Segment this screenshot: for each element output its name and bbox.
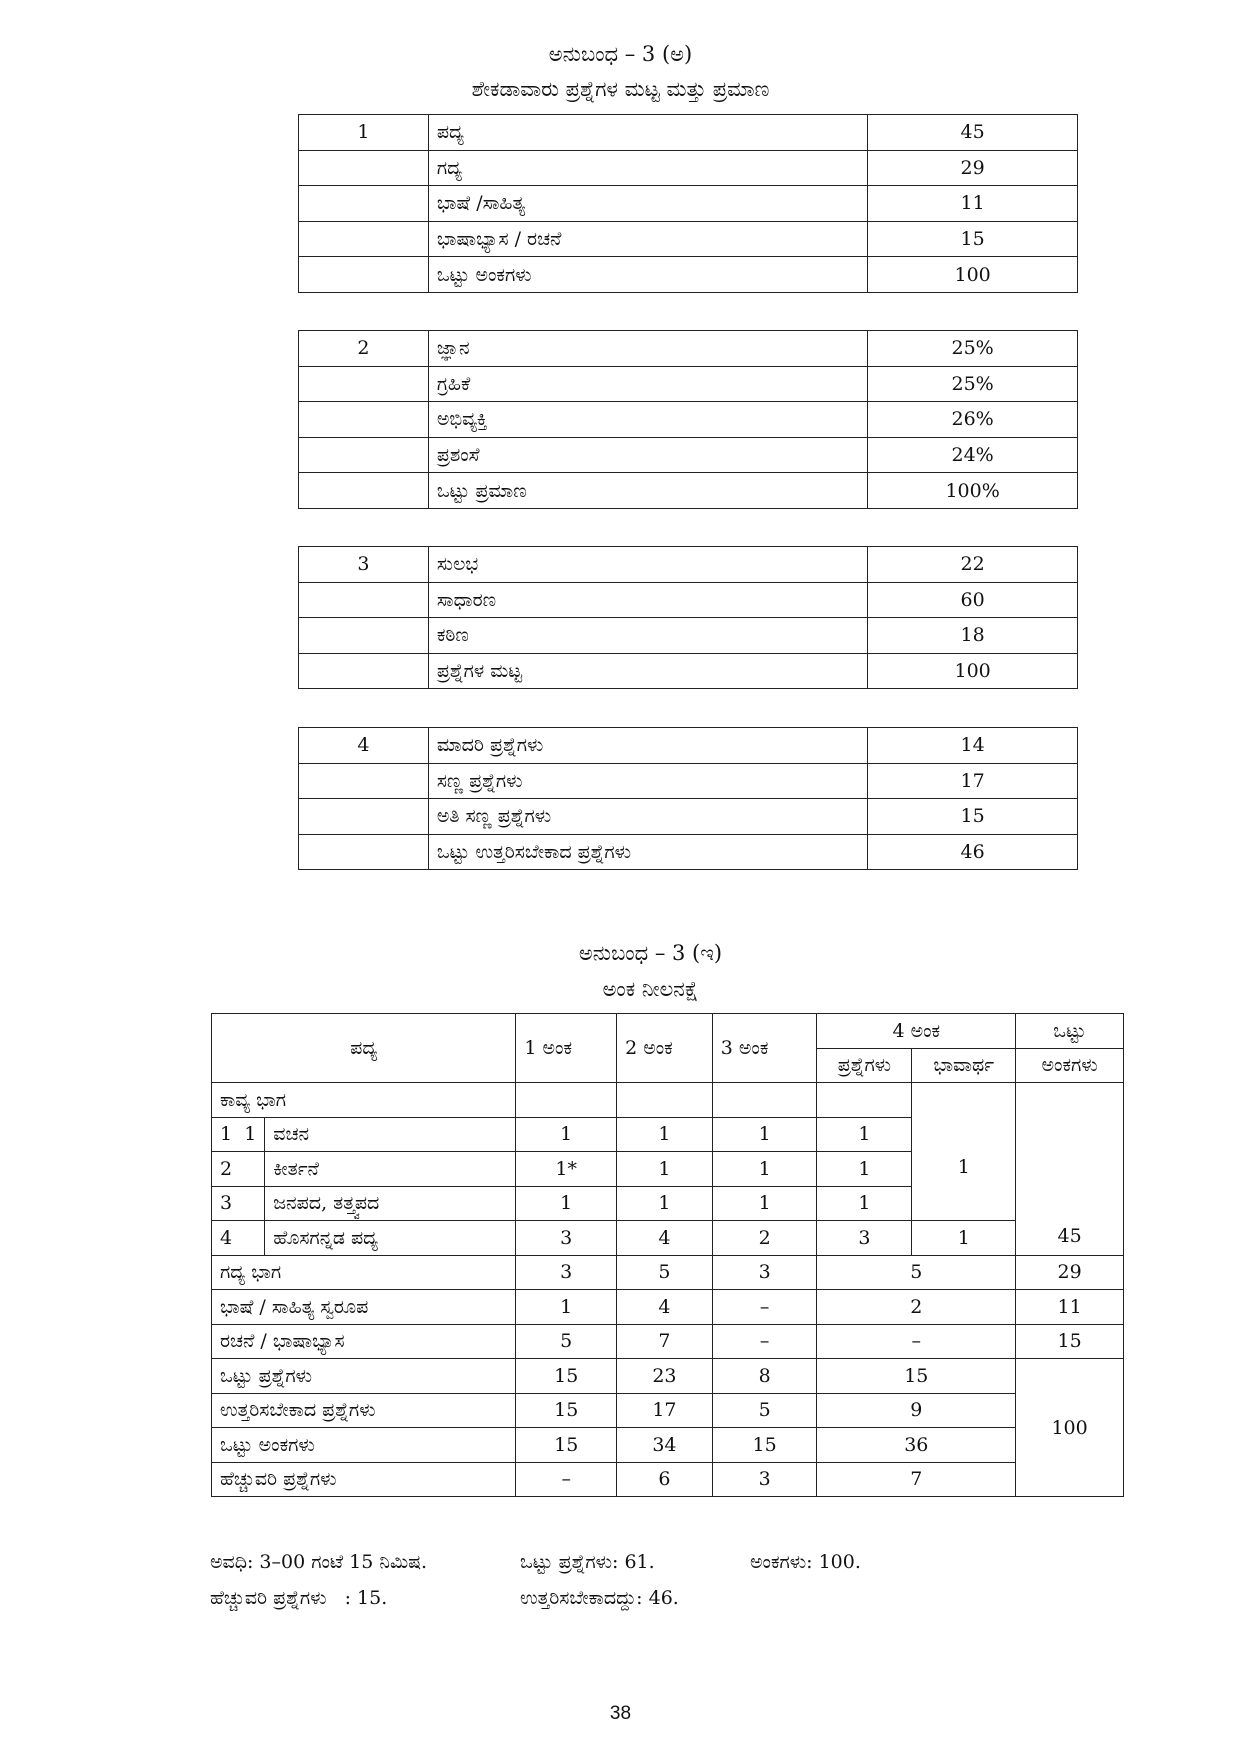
m1-value: 15 — [516, 1359, 617, 1394]
section-label: ರಚನೆ / ಭಾಷಾಭ್ಯಾಸ — [212, 1324, 516, 1359]
table-row — [212, 1324, 1124, 1359]
m1-value: 3 — [516, 1255, 617, 1290]
m2-value: 1 — [617, 1152, 713, 1187]
footer-line-2 — [210, 1587, 679, 1609]
m1-value: 1 — [516, 1290, 617, 1325]
m4-value: 5 — [817, 1255, 1016, 1290]
table-row — [299, 728, 1078, 764]
poetry-num: 3 — [212, 1186, 265, 1221]
table-row — [299, 547, 1078, 583]
summary-label: ಒಟ್ಟು ಪ್ರಶ್ನೆಗಳು — [212, 1359, 516, 1394]
row-label: ಭಾಷೆ /ಸಾಹಿತ್ಯ — [428, 186, 867, 222]
table-row — [212, 1393, 1124, 1428]
m1-value: 1* — [516, 1152, 617, 1187]
m1-value: 15 — [516, 1428, 617, 1463]
table-row — [299, 366, 1078, 402]
m3-value: 1 — [712, 1117, 817, 1152]
m3-value: – — [712, 1324, 817, 1359]
m1-value: 5 — [516, 1324, 617, 1359]
empty-cell — [299, 582, 429, 618]
empty-cell — [299, 221, 429, 257]
m4-value: 2 — [817, 1290, 1016, 1325]
empty-cell — [299, 763, 429, 799]
summary-label: ಉತ್ತರಿಸಬೇಕಾದ ಪ್ರಶ್ನೆಗಳು — [212, 1393, 516, 1428]
m3-value: 3 — [712, 1462, 817, 1497]
m4q-value: 3 — [817, 1221, 912, 1256]
empty-cell — [817, 1083, 912, 1118]
m2-value: 7 — [617, 1324, 713, 1359]
row-label: ಪ್ರಶ್ನೆಗಳ ಮಟ್ಟ — [428, 653, 867, 689]
table-row — [299, 582, 1078, 618]
row-value: 100% — [868, 473, 1078, 509]
row-value: 15 — [868, 799, 1078, 835]
table-row — [299, 618, 1078, 654]
section-label: ಭಾಷೆ / ಸಾಹಿತ್ಯ ಸ್ವರೂಪ — [212, 1290, 516, 1325]
m2-value: 5 — [617, 1255, 713, 1290]
annex-a-title: ಅನುಬಂಧ – 3 (ಅ) — [548, 42, 693, 66]
m4-value: – — [817, 1324, 1016, 1359]
row-label: ಜ್ಞಾನ — [428, 331, 867, 367]
to-answer: ಉತ್ತರಿಸಬೇಕಾದದ್ದು: 46. — [520, 1587, 679, 1609]
empty-cell — [299, 834, 429, 870]
row-label: ಅಭಿವ್ಯಕ್ತಿ — [428, 402, 867, 438]
m2-value: 4 — [617, 1221, 713, 1256]
m1-value: 1 — [516, 1117, 617, 1152]
row-value: 11 — [868, 186, 1078, 222]
m3-value: 3 — [712, 1255, 817, 1290]
row-value: 18 — [868, 618, 1078, 654]
summary-label: ಹೆಚ್ಚುವರಿ ಪ್ರಶ್ನೆಗಳು — [212, 1462, 516, 1497]
row-value: 100 — [868, 257, 1078, 293]
table-2 — [298, 330, 1078, 509]
row-value: 14 — [868, 728, 1078, 764]
table-row — [299, 186, 1078, 222]
row-label: ಒಟ್ಟು ಉತ್ತರಿಸಬೇಕಾದ ಪ್ರಶ್ನೆಗಳು — [428, 834, 867, 870]
table-row — [299, 257, 1078, 293]
row-value: 25% — [868, 331, 1078, 367]
m2-value: 34 — [617, 1428, 713, 1463]
table-row — [299, 331, 1078, 367]
row-value: 17 — [868, 763, 1078, 799]
row-label: ಸುಲಭ — [428, 547, 867, 583]
empty-cell — [712, 1083, 817, 1118]
m2-value: 6 — [617, 1462, 713, 1497]
m3-value: 8 — [712, 1359, 817, 1394]
poetry-num-cell — [212, 1117, 265, 1152]
m4q-value: 1 — [817, 1152, 912, 1187]
table-row — [212, 1083, 1124, 1118]
section-label: ಗದ್ಯ ಭಾಗ — [212, 1255, 516, 1290]
m1-value: – — [516, 1462, 617, 1497]
row-label: ಒಟ್ಟು ಅಂಕಗಳು — [428, 257, 867, 293]
duration: ಅವಧಿ: 3–00 ಗಂಟೆ 15 ನಿಮಿಷ. — [210, 1551, 428, 1573]
header-2-mark: 2 ಅಂಕ — [617, 1014, 713, 1083]
footer-line-1 — [210, 1551, 861, 1573]
poetry-label: ಜನಪದ, ತತ್ತ್ವಪದ — [265, 1186, 516, 1221]
poetry-num-extra: 1 — [244, 1123, 257, 1146]
row-label: ಸಣ್ಣ ಪ್ರಶ್ನೆಗಳು — [428, 763, 867, 799]
m2-value: 1 — [617, 1186, 713, 1221]
empty-cell — [299, 186, 429, 222]
m4q-value: 1 — [817, 1186, 912, 1221]
annex-a-subtitle: ಶೇಕಡಾವಾರು ಪ್ರಶ್ನೆಗಳ ಮಟ್ಟ ಮತ್ತು ಪ್ರಮಾಣ — [471, 77, 770, 101]
table-1 — [298, 114, 1078, 293]
table-row — [212, 1221, 1124, 1256]
empty-cell — [516, 1083, 617, 1118]
summary-total: 100 — [1016, 1359, 1124, 1497]
table-number: 4 — [299, 728, 429, 764]
empty-cell — [299, 799, 429, 835]
empty-cell — [299, 366, 429, 402]
m3-value: 2 — [712, 1221, 817, 1256]
header-3-mark: 3 ಅಂಕ — [712, 1014, 817, 1083]
annex-i-title: ಅನುಬಂಧ – 3 (ಇ) — [578, 941, 723, 965]
row-value: 24% — [868, 437, 1078, 473]
table-row — [299, 473, 1078, 509]
row-label: ಸಾಧಾರಣ — [428, 582, 867, 618]
row-label: ಕಠಿಣ — [428, 618, 867, 654]
poetry-label: ಕೀರ್ತನೆ — [265, 1152, 516, 1187]
row-label: ಮಾದರಿ ಪ್ರಶ್ನೆಗಳು — [428, 728, 867, 764]
row-value: 100 — [868, 653, 1078, 689]
row-label: ಪ್ರಶಂಸೆ — [428, 437, 867, 473]
m2-value: 17 — [617, 1393, 713, 1428]
table-row — [212, 1290, 1124, 1325]
poetry-total: 45 — [1016, 1083, 1124, 1256]
m3-value: 1 — [712, 1152, 817, 1187]
header-4-mark: 4 ಅಂಕ — [817, 1014, 1016, 1049]
m1-value: 1 — [516, 1186, 617, 1221]
m4-value: 36 — [817, 1428, 1016, 1463]
row-value: 25% — [868, 366, 1078, 402]
page-number: 38 — [609, 1703, 632, 1724]
m4-value: 15 — [817, 1359, 1016, 1394]
m3-value: 15 — [712, 1428, 817, 1463]
header-4-bhavartha: ಭಾವಾರ್ಥ — [912, 1048, 1016, 1083]
empty-cell — [299, 618, 429, 654]
row-label: ಒಟ್ಟು ಪ್ರಮಾಣ — [428, 473, 867, 509]
m4-value: 9 — [817, 1393, 1016, 1428]
row-value: 22 — [868, 547, 1078, 583]
table-row — [212, 1428, 1124, 1463]
bhavartha-1-3: 1 — [912, 1083, 1016, 1221]
table-3 — [298, 546, 1078, 689]
row-value: 26% — [868, 402, 1078, 438]
extra-questions: ಹೆಚ್ಚುವರಿ ಪ್ರಶ್ನೆಗಳು : 15. — [210, 1587, 388, 1609]
m2-value: 4 — [617, 1290, 713, 1325]
table-row — [299, 150, 1078, 186]
summary-label: ಒಟ್ಟು ಅಂಕಗಳು — [212, 1428, 516, 1463]
marks-blueprint-table — [211, 1013, 1124, 1497]
table-row — [212, 1359, 1124, 1394]
row-label: ಗ್ರಹಿಕೆ — [428, 366, 867, 402]
header-1-mark: 1 ಅಂಕ — [516, 1014, 617, 1083]
m3-value: 1 — [712, 1186, 817, 1221]
m2-value: 23 — [617, 1359, 713, 1394]
empty-cell — [299, 150, 429, 186]
annex-i-subtitle: ಅಂಕ ನೀಲನಕ್ಷೆ — [602, 977, 699, 1001]
m3-value: – — [712, 1290, 817, 1325]
empty-cell — [299, 257, 429, 293]
table-number: 3 — [299, 547, 429, 583]
row-label: ಪದ್ಯ — [428, 115, 867, 151]
row-value: 60 — [868, 582, 1078, 618]
row-total: 29 — [1016, 1255, 1124, 1290]
table-4 — [298, 727, 1078, 870]
row-label: ಗದ್ಯ — [428, 150, 867, 186]
header-padya: ಪದ್ಯ — [212, 1014, 516, 1083]
row-total: 15 — [1016, 1324, 1124, 1359]
table-row — [299, 115, 1078, 151]
poetry-label: ವಚನ — [265, 1117, 516, 1152]
m2-value: 1 — [617, 1117, 713, 1152]
table-number: 1 — [299, 115, 429, 151]
table-row — [212, 1462, 1124, 1497]
header-4-questions: ಪ್ರಶ್ನೆಗಳು — [817, 1048, 912, 1083]
row-value: 46 — [868, 834, 1078, 870]
header-total-top: ಒಟ್ಟು — [1016, 1014, 1124, 1049]
table-row — [299, 402, 1078, 438]
table-header-row — [212, 1014, 1124, 1049]
row-value: 45 — [868, 115, 1078, 151]
kavya-label: ಕಾವ್ಯ ಭಾಗ — [212, 1083, 516, 1118]
poetry-label: ಹೊಸಗನ್ನಡ ಪದ್ಯ — [265, 1221, 516, 1256]
header-total-bottom: ಅಂಕಗಳು — [1016, 1048, 1124, 1083]
m1-value: 15 — [516, 1393, 617, 1428]
table-row — [299, 221, 1078, 257]
table-row — [299, 834, 1078, 870]
empty-cell — [617, 1083, 713, 1118]
table-number: 2 — [299, 331, 429, 367]
total-questions: ಒಟ್ಟು ಪ್ರಶ್ನೆಗಳು: 61. — [520, 1551, 655, 1573]
m4q-value: 1 — [817, 1117, 912, 1152]
table-row — [299, 763, 1078, 799]
empty-cell — [299, 437, 429, 473]
poetry-num: 4 — [212, 1221, 265, 1256]
m3-value: 5 — [712, 1393, 817, 1428]
table-row — [212, 1255, 1124, 1290]
table-row — [299, 437, 1078, 473]
poetry-num: 2 — [212, 1152, 265, 1187]
bhavartha-4: 1 — [912, 1221, 1016, 1256]
m1-value: 3 — [516, 1221, 617, 1256]
table-row — [299, 799, 1078, 835]
empty-cell — [299, 402, 429, 438]
table-row — [299, 653, 1078, 689]
empty-cell — [299, 653, 429, 689]
marks-total: ಅಂಕಗಳು: 100. — [750, 1551, 861, 1573]
row-label: ಅತಿ ಸಣ್ಣ ಪ್ರಶ್ನೆಗಳು — [428, 799, 867, 835]
poetry-num: 1 — [220, 1123, 233, 1146]
row-total: 11 — [1016, 1290, 1124, 1325]
row-value: 29 — [868, 150, 1078, 186]
m4-value: 7 — [817, 1462, 1016, 1497]
row-label: ಭಾಷಾಭ್ಯಾಸ / ರಚನೆ — [428, 221, 867, 257]
empty-cell — [299, 473, 429, 509]
row-value: 15 — [868, 221, 1078, 257]
